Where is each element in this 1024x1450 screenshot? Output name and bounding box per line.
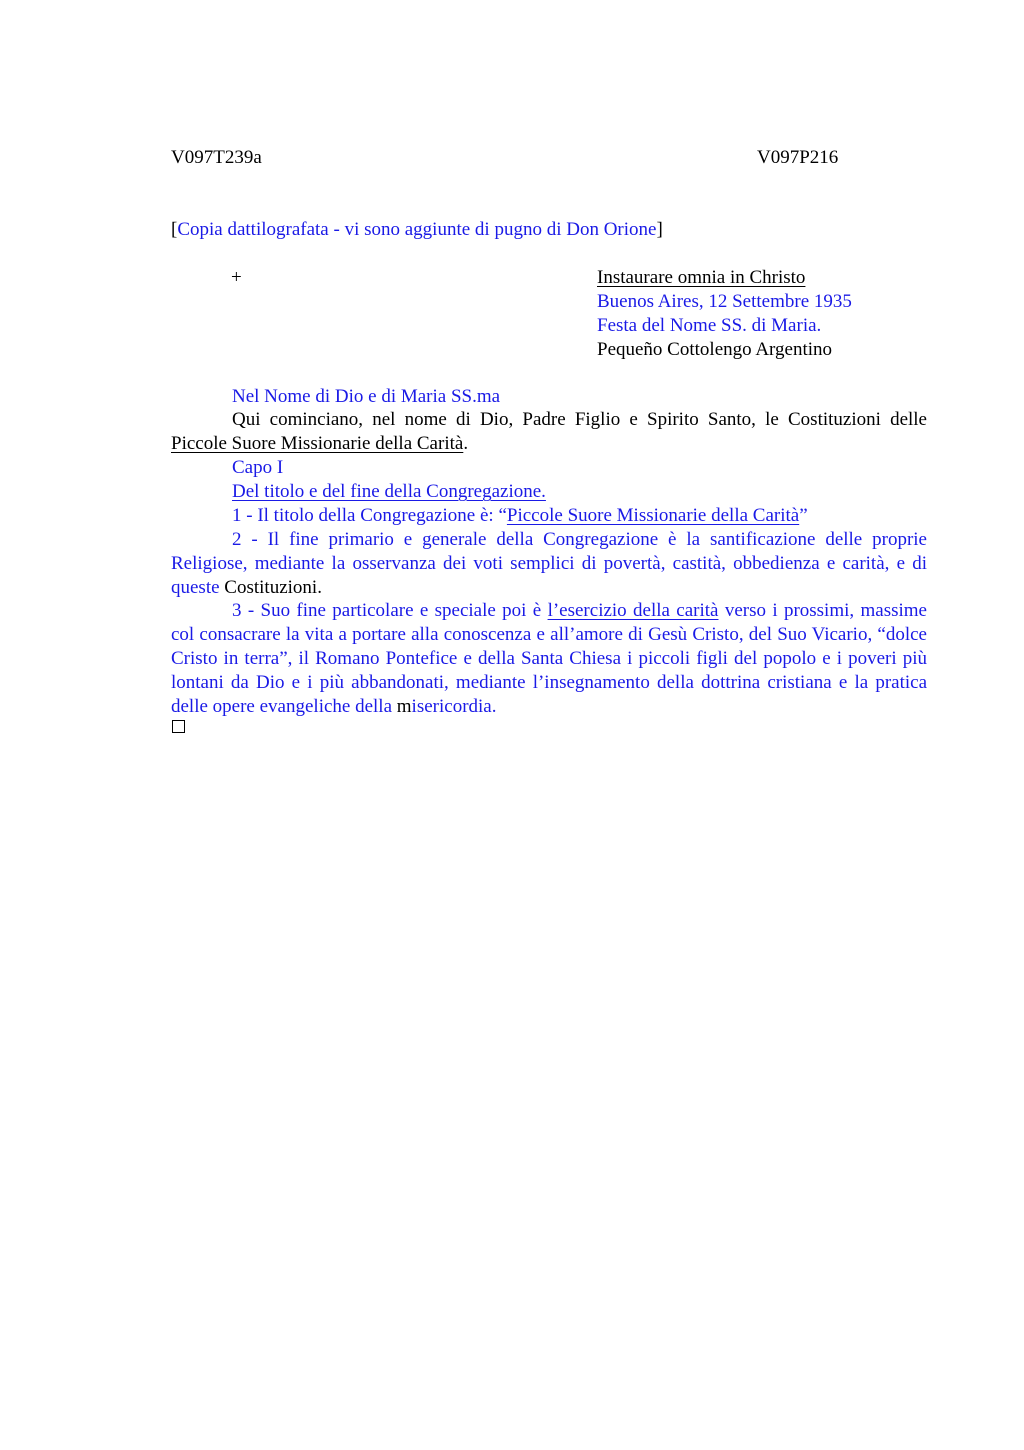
note-open-bracket: [	[171, 219, 178, 240]
chapter-number: Capo I	[232, 457, 284, 478]
feast-line: Festa del Nome SS. di Maria.	[597, 315, 822, 336]
document-code-left: V097T239a	[171, 147, 262, 168]
article-1-prefix: 1 - Il titolo della Congregazione è: “	[232, 505, 507, 526]
article-2-text: 2 - Il fine primario e generale della Congregazione è la santificazione delle proprie Religiose, mediante la osservanza dei voti semplici di povertà, castità, obbedienza e carità, e di queste	[171, 529, 927, 598]
article-1	[232, 504, 808, 528]
intro-paragraph	[171, 408, 927, 456]
note-text: Copia dattilografata - vi sono aggiunte di pugno di Don Orione	[177, 219, 657, 240]
document-code-right: V097P216	[757, 147, 839, 168]
intro-end: .	[463, 433, 469, 454]
motto: Instaurare omnia in Christo	[597, 267, 806, 288]
institution-line: Pequeño Cottolengo Argentino	[597, 339, 833, 360]
article-1-suffix: ”	[799, 505, 808, 526]
note-close-bracket: ]	[656, 219, 663, 240]
intro-text: Qui cominciano, nel nome di Dio, Padre Figlio e Spirito Santo, le Costituzioni delle	[232, 409, 927, 430]
article-2-end: Costituzioni.	[224, 577, 322, 598]
intro-congregation-name: Piccole Suore Missionarie della Carità	[171, 433, 464, 454]
cross-symbol: +	[231, 267, 242, 288]
article-3-prefix: 3 - Suo fine particolare e speciale poi è	[232, 600, 548, 621]
chapter-title: Del titolo e del fine della Congregazione.	[232, 481, 546, 502]
article-1-name: Piccole Suore Missionarie della Carità	[506, 505, 800, 526]
article-3-black-letter: m	[396, 696, 412, 717]
article-3-end: isericordia.	[411, 696, 497, 717]
article-3-text: verso i prossimi, massime col consacrare la vita a portare alla conoscenza e all’amore di Gesù Cristo, del Suo Vicario, “dolce Cristo in terra”, il Romano Pontefice e della Santa Chiesa i piccoli figli del popolo e i poveri più lontani da Dio e i più abbandonati, mediante l’insegnamento della dottrina cristiana e la pratica delle opere evangeliche della	[171, 600, 927, 717]
invocation: Nel Nome di Dio e di Maria SS.ma	[232, 386, 501, 407]
article-2	[171, 528, 927, 600]
article-3-underlined: l’esercizio della carità	[547, 600, 719, 621]
place-date: Buenos Aires, 12 Settembre 1935	[597, 291, 852, 312]
article-3	[171, 599, 927, 719]
editorial-note	[171, 218, 663, 242]
end-square-icon	[172, 720, 185, 733]
